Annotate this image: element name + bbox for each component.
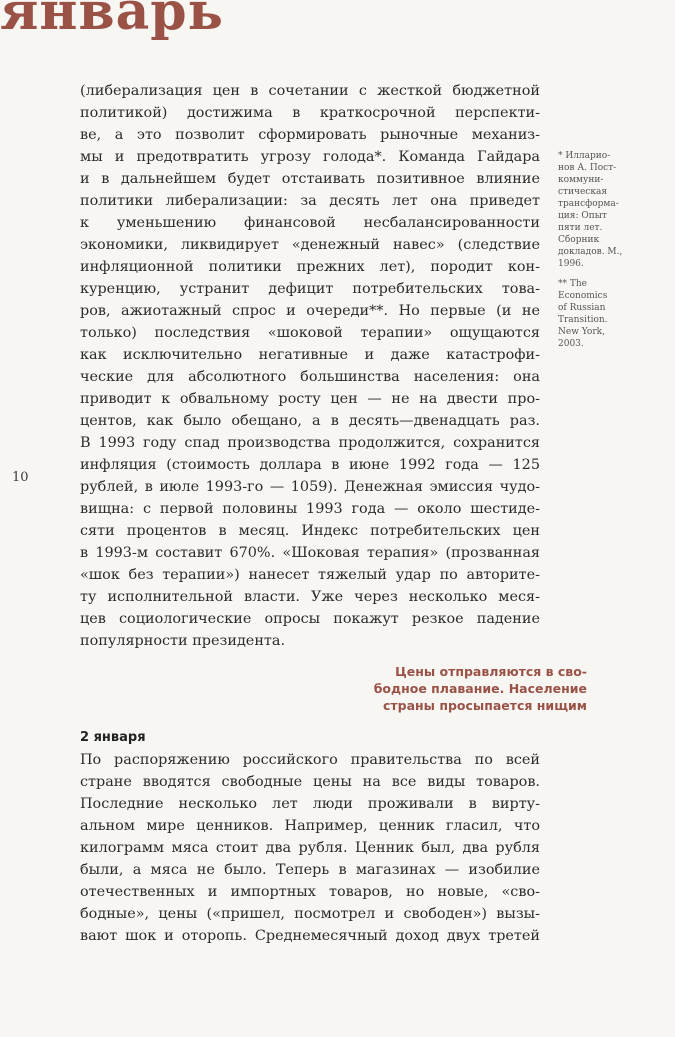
- footnote-line: Economics: [558, 291, 608, 301]
- text-line: политики либерализации: за десять лет она приведет: [80, 193, 540, 209]
- text-line: вищна: с первой половины 1993 года — около шестиде-: [80, 501, 540, 517]
- text-line: «шок без терапии») нанесет тяжелый удар по авторите-: [80, 567, 540, 583]
- footnote-line: ция: Опыт: [558, 211, 607, 221]
- main-paragraph: [80, 80, 540, 652]
- text-line: сяти процентов в месяц. Индекс потребительских цен: [80, 523, 540, 539]
- text-line: и в дальнейшем будет отстаивать позитивное влияние: [80, 171, 540, 187]
- text-line: килограмм мяса стоит два рубля. Ценник был, два рубля: [80, 840, 540, 856]
- text-line: куренцию, устранит дефицит потребительских това-: [80, 281, 540, 297]
- text-line: альном мире ценников. Например, ценник гласил, что: [80, 818, 540, 834]
- footnote-line: ** The: [558, 279, 587, 289]
- pullquote-line: Цены отправляются в сво-: [395, 664, 587, 679]
- text-line: инфляционной политики прежних лет), породит кон-: [80, 259, 540, 275]
- text-line: В 1993 году спад производства продолжится, сохранится: [80, 435, 540, 451]
- text-line: Последние несколько лет люди проживали в вирту-: [80, 796, 540, 812]
- text-line: ту исполнительной власти. Уже через несколько меся-: [80, 589, 540, 605]
- text-line: вают шок и оторопь. Среднемесячный доход двух третей: [80, 928, 540, 944]
- text-line: политикой) достижима в краткосрочной перспекти-: [80, 105, 540, 121]
- section-date-heading: 2 января: [80, 730, 146, 745]
- page-title: январь: [0, 0, 224, 42]
- text-line: в 1993-м составит 670%. «Шоковая терапия» (прозванная: [80, 545, 540, 561]
- text-line: экономики, ликвидирует «денежный навес» (следствие: [80, 237, 540, 253]
- text-line: были, а мяса не было. Теперь в магазинах — изобилие: [80, 862, 540, 878]
- section-paragraph: [80, 749, 540, 947]
- footnote-line: 2003.: [558, 339, 584, 349]
- pullquote: [317, 663, 587, 714]
- footnote-line: Сборник: [558, 235, 600, 245]
- text-line: популярности президента.: [80, 633, 286, 649]
- pullquote-line: бодное плавание. Население: [373, 681, 587, 696]
- text-line: бодные», цены («пришел, посмотрел и свободен») вызы-: [80, 906, 540, 922]
- footnote-line: нов А. Пост-: [558, 163, 617, 173]
- text-line: ве, а это позволит сформировать рыночные механиз-: [80, 127, 540, 143]
- footnote: [558, 278, 658, 350]
- text-line: мы и предотвратить угрозу голода*. Команда Гайдара: [80, 149, 540, 165]
- text-line: По распоряжению российского правительства по всей: [80, 752, 540, 768]
- text-line: ров, ажиотажный спрос и очереди**. Но первые (и не: [80, 303, 540, 319]
- text-line: отечественных и импортных товаров, но новые, «сво-: [80, 884, 540, 900]
- footnote-line: трансформа-: [558, 199, 619, 209]
- text-line: к уменьшению финансовой несбалансированности: [80, 215, 540, 231]
- text-line: приводит к обвальному росту цен — не на двести про-: [80, 391, 540, 407]
- text-line: как исключительно негативные и даже катастрофи-: [80, 347, 540, 363]
- page-number: 10: [12, 470, 29, 485]
- footnote-line: докладов. М.,: [558, 247, 623, 257]
- text-line: только) последствия «шоковой терапии» ощущаются: [80, 325, 540, 341]
- footnote-line: 1996.: [558, 259, 584, 269]
- text-line: центов, как было обещано, а в десять—двенадцать раз.: [80, 413, 540, 429]
- footnote-line: коммуни-: [558, 175, 604, 185]
- footnote: [558, 150, 658, 270]
- footnote-line: * Илларио-: [558, 151, 611, 161]
- text-line: цев социологические опросы покажут резкое падение: [80, 611, 540, 627]
- footnotes: [558, 150, 658, 358]
- text-line: ческие для абсолютного большинства населения: она: [80, 369, 540, 385]
- footnote-line: стическая: [558, 187, 608, 197]
- footnote-line: пяти лет.: [558, 223, 603, 233]
- text-line: (либерализация цен в сочетании с жесткой бюджетной: [80, 83, 540, 99]
- footnote-line: of Russian: [558, 303, 606, 313]
- text-line: рублей, в июле 1993-го — 1059). Денежная эмиссия чудо-: [80, 479, 540, 495]
- text-line: стране вводятся свободные цены на все виды товаров.: [80, 774, 540, 790]
- text-line: инфляция (стоимость доллара в июне 1992 года — 125: [80, 457, 540, 473]
- footnote-line: Transition.: [558, 315, 608, 325]
- footnote-line: New York,: [558, 327, 605, 337]
- pullquote-line: страны просыпается нищим: [383, 698, 587, 713]
